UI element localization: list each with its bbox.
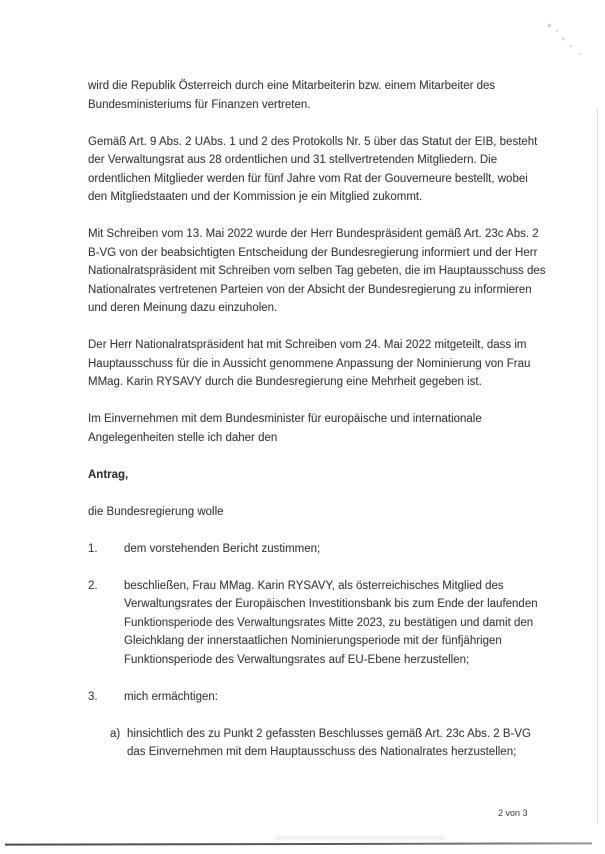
sub-list-item-a [110, 725, 548, 762]
list-item-3 [88, 688, 548, 707]
list-item-text: beschließen, Frau MMag. Karin RYSAVY, als österreichisches Mitglied des Verwaltungsrates der Europäischen Investitionsbank bis zum Ende der laufenden Funktionsperiode des Verwaltungsrates Mitte 2023, zu bestätigen und damit den Gleichklang der innerstaatlichen Nominierungsperiode mit der fünfjährigen Funktionsperiode des Verwaltungsrates auf EU-Ebene herzustellen; [124, 579, 538, 666]
document-body [88, 77, 548, 780]
list-item-number: 2. [88, 579, 98, 592]
sub-item-label: a) [110, 727, 121, 740]
scan-speck [570, 45, 572, 47]
scan-edge-bottom [5, 842, 592, 845]
sub-item-text: hinsichtlich des zu Punkt 2 gefassten Beschlusses gemäß Art. 23c Abs. 2 B-VG das Einvernehmen mit dem Hauptausschuss des Nationalrates herzustellen; [127, 727, 531, 758]
paragraph-eib-statute: Gemäß Art. 9 Abs. 2 UAbs. 1 und 2 des Protokolls Nr. 5 über das Statut der EIB, besteht der Verwaltungsrat aus 28 ordentlichen und 31 stellvertretenden Mitgliedern. Die ordentlichen Mitglieder werden für fünf Jahre vom Rat der Gouverneure bestellt, wobei den Mitgliedstaaten und der Kommission je ein Mitglied zukommt. [88, 135, 538, 203]
paragraph-intro-representation: wird die Republik Österreich durch eine Mitarbeiterin bzw. einem Mitarbeiter des Bundesministeriums für Finanzen vertreten. [88, 80, 496, 111]
motion-intro: die Bundesregierung wolle [88, 505, 224, 518]
scan-speck [556, 30, 558, 32]
list-item-number: 1. [88, 542, 98, 555]
scan-edge-right [597, 108, 598, 824]
list-item-text: dem vorstehenden Bericht zustimmen; [124, 542, 321, 555]
page-number: 2 von 3 [498, 808, 528, 818]
paragraph-letter-24-mai: Der Herr Nationalratspräsident hat mit Schreiben vom 24. Mai 2022 mitgeteilt, dass im Hauptausschuss für die in Aussicht genommene Anpassung der Nominierung von Frau MMag. Karin RYSAVY durch die Bundesregierung eine Mehrheit gegeben ist. [88, 339, 531, 388]
list-item-2 [88, 577, 548, 670]
scan-speck [548, 24, 551, 27]
list-item-1 [88, 540, 548, 559]
paragraph-einvernehmen: Im Einvernehmen mit dem Bundesminister für europäische und internationale Angelegenheiten stelle ich daher den [88, 413, 482, 444]
list-item-number: 3. [88, 690, 98, 703]
scan-smudge [275, 836, 445, 840]
list-item-text: mich ermächtigen: [124, 690, 218, 703]
scan-speck [562, 38, 565, 40]
antrag-heading: Antrag, [88, 468, 129, 481]
scan-speck [579, 53, 582, 55]
paragraph-letter-13-mai: Mit Schreiben vom 13. Mai 2022 wurde der Herr Bundespräsident gemäß Art. 23c Abs. 2 B-VG von der beabsichtigten Entscheidung der Bundesregierung informiert und der Herr Nationalratspräsident mit Schreiben vom selben Tag gebeten, die im Hauptausschuss des Nationalrates vertretenen Parteien von der Absicht der Bundesregierung zu informieren und deren Meinung dazu einzuholen. [88, 228, 546, 314]
